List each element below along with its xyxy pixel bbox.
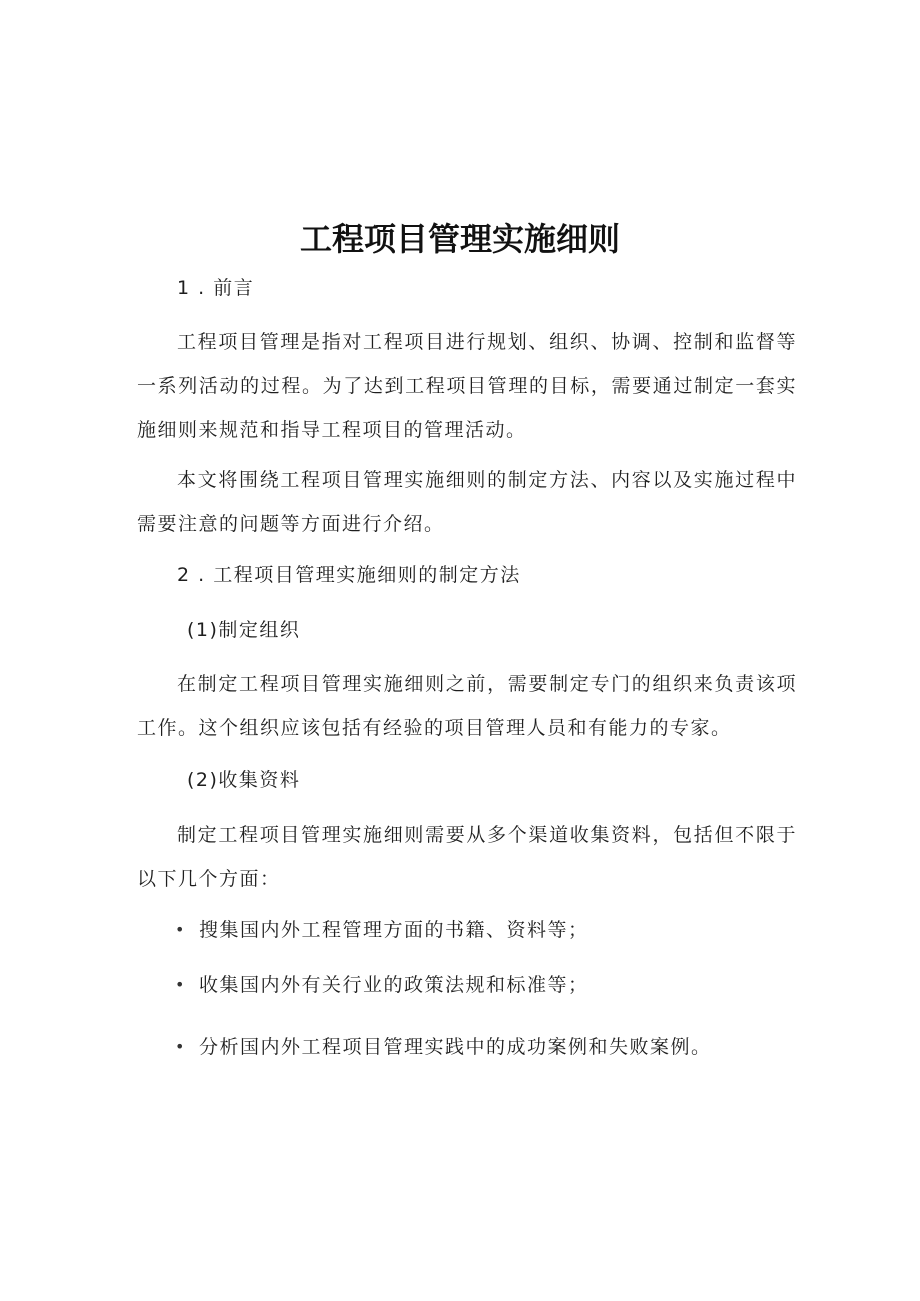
section-1-paragraph-1: 工程项目管理是指对工程项目进行规划、组织、协调、控制和监督等一系列活动的过程。为了达到工程项目管理的目标，需要通过制定一套实施细则来规范和指导工程项目的管理活动。 [137,331,797,441]
subsection-1-paragraph: 在制定工程项目管理实施细则之前，需要制定专门的组织来负责该项工作。这个组织应该包括有经验的项目管理人员和有能力的专家。 [137,673,797,739]
list-item [175,970,795,1000]
list-item [175,915,795,945]
bullet-icon: • [175,920,186,939]
list-item [175,1032,795,1062]
list-item-text: 搜集国内外工程管理方面的书籍、资料等； [199,919,589,941]
list-item-text: 收集国内外有关行业的政策法规和标准等； [199,974,589,996]
subsection-1-heading: (1)制定组织 [187,619,301,641]
subsection-2-heading: (2)收集资料 [187,769,301,791]
section-1-paragraph-2: 本文将围绕工程项目管理实施细则的制定方法、内容以及实施过程中需要注意的问题等方面进行介绍。 [137,469,797,535]
bullet-icon: • [175,975,186,994]
subsection-2-paragraph: 制定工程项目管理实施细则需要从多个渠道收集资料，包括但不限于以下几个方面： [137,824,797,890]
section-1-heading: 1 . 前言 [177,277,255,299]
section-2-heading: 2 . 工程项目管理实施细则的制定方法 [177,564,521,586]
document-title: 工程项目管理实施细则 [299,220,620,258]
list-item-text: 分析国内外工程项目管理实践中的成功案例和失败案例。 [199,1036,712,1058]
bullet-icon: • [175,1037,186,1056]
